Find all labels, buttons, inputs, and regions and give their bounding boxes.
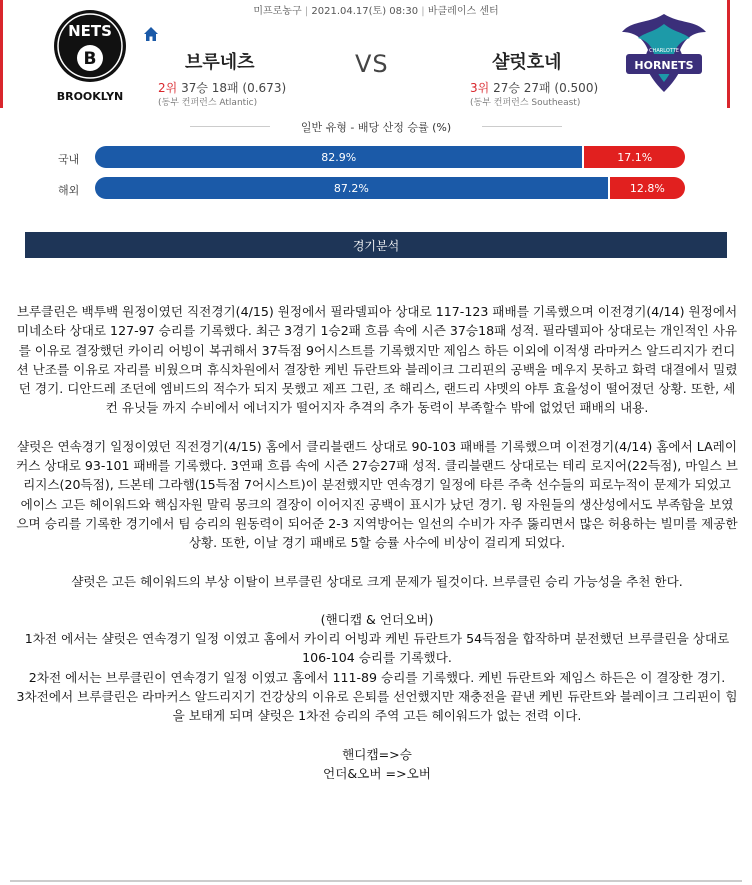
away-conference: (동부 컨퍼런스 Southeast) — [470, 98, 581, 108]
section-title: 경기분석 — [25, 232, 727, 258]
history-game-1: 1차전 에서는 샬럿은 연속경기 일정 이였고 홈에서 카이리 어빙과 케빈 듀란트가 54득점을 합작하며 분전했던 브루클린을 상대로 106-104 승리를 기록했다. — [24, 631, 730, 666]
home-win-rate: 82.9% — [95, 146, 582, 168]
history-game-2: 2차전 에서는 브루클린이 연속경기 일정 이였고 홈에서 111-89 승리를 기록했다. 케빈 듀란트와 제임스 하든은 이 결장한 경기. — [28, 669, 726, 685]
away-rank: 3위 — [470, 81, 490, 95]
svg-text:B: B — [83, 49, 97, 69]
win-rate-bar — [95, 177, 685, 199]
home-team-name: 브루네츠 — [185, 52, 255, 73]
nets-logo — [50, 6, 130, 106]
away-win-rate: 12.8% — [610, 177, 685, 199]
hornets-logo — [618, 10, 710, 96]
brooklyn-wordmark: BROOKLYN — [56, 90, 124, 103]
bottom-divider — [10, 880, 742, 882]
match-meta: 미프로농구 | 2021.04.17(토) 08:30 | 바클레이스 센터 — [253, 6, 499, 17]
home-win-rate: 87.2% — [95, 177, 608, 199]
venue-label: 바클레이스 센터 — [427, 6, 499, 17]
league-label: 미프로농구 — [253, 6, 302, 17]
divider-right — [482, 126, 562, 127]
vs-label: VS — [355, 50, 389, 78]
analysis-article — [16, 302, 738, 783]
betting-row-label: 해외 — [58, 184, 80, 197]
paragraph-brooklyn: 브루클린은 백투백 원정이였던 직전경기(4/15) 원정에서 필라델피아 상대로 117-123 패배를 기록했으며 이전경기(4/14) 원정에서 미네소타 상대로 127-97 승리를 기록했다. 최근 3경기 1승2패 흐름 속에 시즌 37승18패 성적. 필라델피아 상대로는 개인적인 사유를 이유로 결장했던 카이리 어빙이 복귀해서 37득점 9어시스트를 기록했지만 제임스 하든 이외에 이적생 라마커스 알드리지가 컨디션 난조를 이유로 자리를 비웠으며 휴식차원에서 결장한 케빈 듀란트와 블레이크 그리핀의 공백을 메우지 못하고 화력 대결에서 밀렸던 경기. 디안드레 조던에 엠비드의 적수가 되지 못했고 제프 그린, 조 해리스, 랜드리 샤멧의 야투 효율성이 떨어졌던 상황. 또한, 세컨 유닛들 까지 수비에서 에너지가 떨어지자 추격의 추가 동력이 부족할수 밖에 없었던 패배의 내용. — [16, 304, 738, 416]
away-team-name: 샬럿호네 — [492, 52, 562, 73]
history-title: (핸디캡 & 언더오버) — [320, 611, 434, 627]
home-icon[interactable] — [143, 26, 159, 42]
hornets-logo-text: HORNETS — [634, 59, 694, 72]
away-record: 27승 27패 (0.500) — [493, 81, 599, 95]
win-rate-bar — [95, 146, 685, 168]
home-record: 37승 18패 (0.673) — [181, 81, 287, 95]
home-conference: (동부 컨퍼런스 Atlantic) — [158, 98, 258, 108]
betting-title: 일반 유형 - 배당 산정 승률 (%) — [300, 121, 452, 134]
home-rank: 2위 — [158, 81, 178, 95]
away-win-rate: 17.1% — [584, 146, 685, 168]
pick-handicap: 핸디캡=>승 — [342, 746, 412, 762]
paragraph-prediction: 샬럿은 고든 헤이워드의 부상 이탈이 브루클린 상대로 크게 문제가 될것이다. 브루클린 승리 가능성을 추천 한다. — [71, 573, 683, 589]
home-team-record — [158, 79, 286, 96]
match-datetime: 2021.04.17(토) 08:30 — [311, 6, 419, 17]
history-game-3: 3차전에서 브루클린은 라마커스 알드리지기 건강상의 이유로 은퇴를 선언했지만 재충전을 끝낸 케빈 듀란트와 블레이크 그리핀이 힘을 보태게 되며 샬럿은 1차전 승리의 주역 고든 헤이워드가 없는 전력 이다. — [16, 689, 738, 724]
betting-row-overseas — [0, 177, 752, 199]
pick-over-under: 언더&오버 =>오버 — [323, 765, 431, 781]
betting-row-label: 국내 — [58, 153, 80, 166]
betting-row-domestic — [0, 146, 752, 168]
paragraph-charlotte: 샬럿은 연속경기 일정이였던 직전경기(4/15) 홈에서 클리블랜드 상대로 90-103 패배를 기록했으며 이전경기(4/14) 홈에서 LA레이커스 상대로 93-101 패배를 기록했다. 3연패 흐름 속에 시즌 27승27패 성적. 클리블랜드 상대로는 테리 로지어(22득점), 마일스 브리지스(20득점), 드본테 그라햄(15득점 7어시스트)이 분전했지만 연속경기 일정에 타른 주축 선수들의 피로누적이 문제가 되었고 에이스 고든 헤이워드와 핵심자원 말릭 몽크의 결장이 이어지진 공백이 표시가 났던 경기. 윙 자원들의 생산성에서도 부족함을 보였으며 승리를 기록한 경기에서 팀 승리의 원동력이 되어준 2-3 지역방어는 일선의 수비가 자주 뚫리면서 많은 허용하는 빌미를 제공한 상황. 또한, 이날 경기 패배로 5할 승률 사수에 비상이 걸리게 되었다. — [16, 438, 738, 551]
hornets-logo-small-text: CHARLOTTE — [649, 48, 679, 54]
away-team-record — [470, 79, 598, 96]
match-header — [0, 0, 752, 112]
nets-logo-text: NETS — [68, 22, 112, 40]
